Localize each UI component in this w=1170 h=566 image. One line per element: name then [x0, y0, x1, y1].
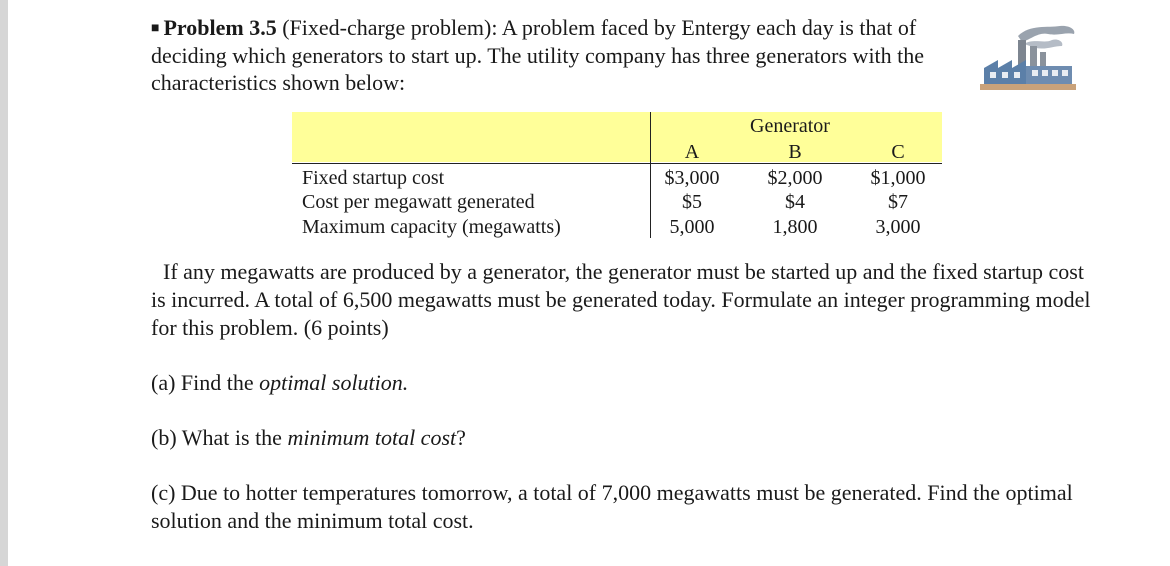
column-header-c: C — [891, 141, 905, 163]
cell-b-cost-per-mw: $4 — [785, 191, 805, 213]
cell-a-max-capacity: 5,000 — [669, 216, 715, 238]
row-label-cost-per-megawatt: Cost per megawatt generated — [302, 191, 535, 213]
problem-intro — [151, 14, 981, 96]
question-a-italic: optimal solution. — [259, 370, 409, 395]
cell-a-cost-per-mw: $5 — [682, 191, 702, 213]
question-b-italic: minimum total cost — [287, 425, 457, 450]
question-b — [151, 424, 1091, 452]
question-c: (c) Due to hotter temperatures tomorrow, a total of 7,000 megawatts must be generated. Find the optimal solution and the minimum total cost. — [151, 480, 1073, 533]
problem-intro-text: (Fixed-charge problem): A problem faced by Entergy each day is that of deciding which generators to start up. The utility company has three generators with the characteristics shown below: — [151, 15, 925, 95]
generator-header: Generator — [750, 115, 830, 137]
question-a-prefix: (a) Find the — [151, 370, 260, 395]
question-b-prefix: (b) What is the — [151, 425, 288, 450]
question-a — [151, 369, 1091, 397]
cell-a-fixed-cost: $3,000 — [664, 167, 720, 189]
cell-c-cost-per-mw: $7 — [888, 191, 908, 213]
table-header-highlight — [292, 112, 942, 162]
table-horizontal-rule — [292, 163, 942, 164]
generator-table — [292, 112, 942, 240]
column-header-a: A — [684, 141, 700, 163]
factory-clipart-icon — [978, 22, 1078, 94]
cell-b-max-capacity: 1,800 — [772, 216, 818, 238]
problem-description: If any megawatts are produced by a generator, the generator must be started up and the fixed startup cost is incurred. A total of 6,500 megawatts must be generated today. Formulate an integer programming model for this problem. (6 points) — [151, 259, 1091, 340]
problem-label: Problem 3.5 — [163, 15, 277, 40]
row-label-fixed-startup-cost: Fixed startup cost — [302, 167, 445, 189]
left-margin-bar — [0, 0, 8, 566]
question-b-suffix: ? — [456, 425, 466, 450]
cell-b-fixed-cost: $2,000 — [767, 167, 823, 189]
cell-c-fixed-cost: $1,000 — [870, 167, 926, 189]
bullet-square-icon: ■ — [151, 21, 160, 36]
column-header-b: B — [788, 141, 802, 163]
row-label-maximum-capacity: Maximum capacity (megawatts) — [302, 216, 561, 238]
cell-c-max-capacity: 3,000 — [875, 216, 921, 238]
